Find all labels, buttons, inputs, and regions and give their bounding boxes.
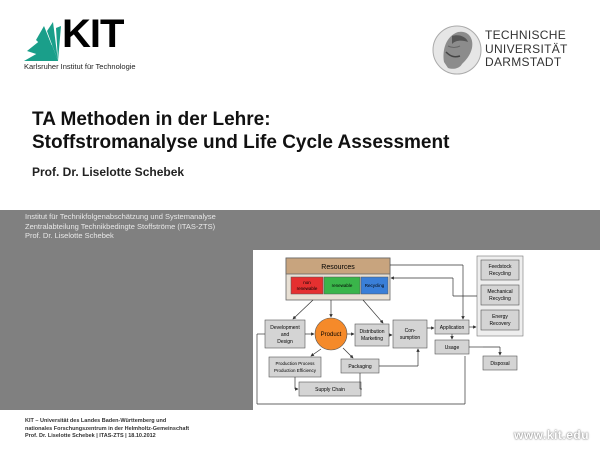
kit-subtitle: Karlsruher Institut für Technologie [24, 62, 136, 71]
slide-author: Prof. Dr. Liselotte Schebek [32, 165, 185, 179]
tud-line-1: TECHNISCHE [485, 28, 567, 42]
band-line-1: Institut für Technikfolgenabschätzung und Systemanalyse [25, 212, 216, 221]
disposal-label: Disposal [490, 361, 510, 367]
consumption-label-2: sumption [399, 335, 421, 341]
development-label-3: Design [277, 339, 293, 345]
mechanical-label-2: Recycling [489, 296, 511, 302]
usage-label: Usage [444, 345, 460, 351]
distribution-box [355, 324, 389, 346]
feedstock-label-1: Feedstock [488, 264, 512, 270]
recycling-label: Recycling [364, 283, 385, 288]
slide-title-line-2: Stoffstromanalyse und Life Cycle Assessment [32, 132, 450, 153]
band-line-2: Zentralabteilung Technikbedingte Stoffströme (ITAS-ZTS) [25, 221, 216, 231]
footer [25, 418, 189, 441]
development-label-2: and [280, 332, 290, 338]
kit-url-watermark: www.kit.edu [514, 428, 590, 442]
distribution-label-2: Marketing [361, 336, 383, 342]
slide-title [32, 108, 449, 154]
renewable-label: renewable [331, 283, 353, 288]
non-renewable-label-2: renewable [296, 286, 318, 291]
production-label-2: Production Efficiency [274, 368, 316, 373]
band-line-3: Prof. Dr. Liselotte Schebek [25, 231, 114, 240]
athena-head-icon [433, 26, 481, 74]
development-label-1: Development [270, 325, 300, 331]
application-label: Application [439, 325, 465, 331]
tud-line-2: UNIVERSITÄT [485, 41, 568, 56]
supply-chain-label: Supply Chain [315, 387, 345, 393]
footer-line-1: KIT – Universität des Landes Baden-Württemberg und [25, 418, 167, 424]
consumption-box [393, 320, 427, 348]
energy-label-1: Energy [492, 314, 508, 320]
footer-line-2: nationales Forschungszentrum in der Helmholtz-Gemeinschaft [25, 425, 190, 432]
life-cycle-diagram [253, 250, 600, 413]
energy-box [481, 310, 519, 330]
non-renewable-label-1: non [303, 280, 311, 285]
feedstock-label-2: Recycling [489, 271, 511, 277]
kit-wordmark: KIT [62, 12, 124, 56]
packaging-label: Packaging [348, 364, 372, 370]
production-box [269, 357, 321, 377]
band-text [25, 212, 216, 241]
production-label-1: Production Process [275, 361, 315, 366]
kit-logo-mark [24, 22, 61, 61]
footer-line-3: Prof. Dr. Liselotte Schebek | ITAS-ZTS | 18.10.2012 [25, 433, 156, 440]
product-label: Product [320, 332, 342, 338]
energy-label-2: Recovery [489, 321, 511, 327]
mechanical-box [481, 285, 519, 305]
feedstock-box [481, 260, 519, 280]
tud-line-3: DARMSTADT [485, 55, 562, 69]
consumption-label-1: Con- [404, 328, 416, 334]
mechanical-label-1: Mechanical [487, 289, 513, 295]
tud-name [485, 29, 568, 70]
slide-title-line-1: TA Methoden in der Lehre: [32, 109, 271, 130]
resources-label: Resources [321, 264, 355, 271]
distribution-label-1: Distribution [359, 329, 385, 335]
